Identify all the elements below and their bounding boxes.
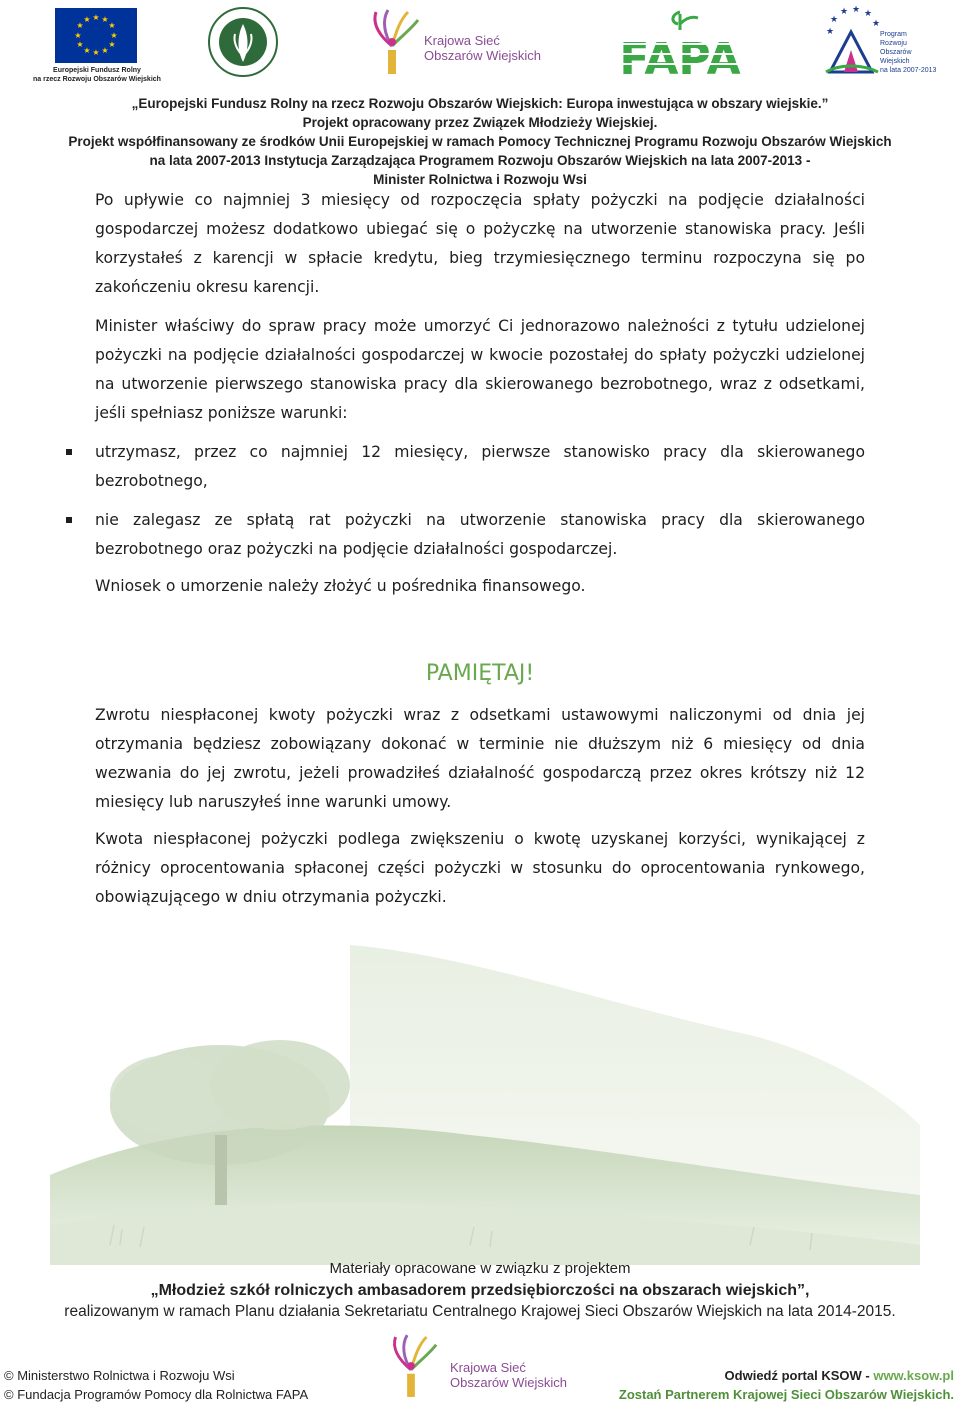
remember-heading: PAMIĘTAJ! bbox=[425, 661, 535, 686]
paragraph-application: Wniosek o umorzenie należy złożyć u pośrednika finansowego. bbox=[95, 577, 586, 595]
paragraph-repayment: Zwrotu niespłaconej kwoty pożyczki wraz z odsetkami ustawowymi naliczonymi od dnia jej otrzymania będziesz zobowiązany dokonać w terminie nie dłuższym niż 6 miesięcy od dnia wezwania do jej zwrotu, jeżeli prowadziłeś działalność gospodarczą przez okres krótszy niż 12 miesięcy lub naruszyłeś inne warunki umowy. bbox=[95, 706, 865, 811]
ksow-url-link[interactable]: www.ksow.pl bbox=[873, 1368, 954, 1383]
list-item-text: nie zalegasz ze spłatą rat pożyczki na utworzenie stanowiska pracy dla skierowanego bezrobotnego oraz pożyczki na podjęcie działalności gospodarczej. bbox=[95, 511, 865, 558]
copyright-ministry: © Ministerstwo Rolnictwa i Rozwoju Wsi bbox=[4, 1368, 235, 1383]
svg-text:★: ★ bbox=[92, 13, 100, 22]
paragraph-interest: Kwota niespłaconej pożyczki podlega zwiększeniu o kwotę uzyskanej korzyści, wynikającej z różnicy oprocentowania spłaconej części pożyczki w stosunku do oprocentowania rynkowego, obowiązującego w dniu otrzymania pożyczki. bbox=[95, 830, 865, 906]
svg-text:★: ★ bbox=[83, 46, 91, 55]
svg-text:★: ★ bbox=[74, 31, 82, 40]
main-content bbox=[95, 186, 865, 912]
prow-caption-line-1: Program bbox=[880, 31, 907, 38]
visit-portal-text: Odwiedź portal KSOW - bbox=[724, 1368, 874, 1383]
svg-text:★: ★ bbox=[83, 15, 91, 24]
svg-text:★: ★ bbox=[76, 40, 84, 49]
prow-logo-caption bbox=[880, 30, 936, 75]
footer-line-1: Materiały opracowane w związku z projektem bbox=[329, 1260, 631, 1277]
ksow-footer-caption bbox=[450, 1360, 567, 1390]
fapa-logo-text: FAPA bbox=[619, 34, 741, 78]
fapa-logo bbox=[612, 8, 748, 78]
svg-text:★: ★ bbox=[101, 46, 109, 55]
eu-logo-caption bbox=[28, 66, 166, 84]
list-item bbox=[95, 506, 865, 564]
svg-text:★: ★ bbox=[851, 6, 861, 15]
svg-text:★: ★ bbox=[110, 31, 118, 40]
svg-text:★: ★ bbox=[871, 19, 880, 29]
prow-caption-line-5: na lata 2007-2013 bbox=[880, 67, 937, 74]
prow-logo bbox=[822, 6, 880, 76]
ministry-seal-logo bbox=[207, 6, 279, 78]
svg-text:★: ★ bbox=[101, 15, 109, 24]
svg-text:★: ★ bbox=[108, 40, 116, 49]
svg-text:★: ★ bbox=[839, 7, 849, 17]
svg-text:★: ★ bbox=[829, 15, 839, 25]
paragraph-loan-workplace: Po upływie co najmniej 3 miesięcy od rozpoczęcia spłaty pożyczki na podjęcie działalności gospodarczej możesz dodatkowo ubiegać się o pożyczkę na utworzenie stanowiska pracy. Jeśli korzystałeś z karencji w spłacie kredytu, bieg trzymiesięcznego terminu rozpoczyna się po zakończeniu okresu karencji. bbox=[95, 191, 865, 296]
list-item-text: utrzymasz, przez co najmniej 12 miesięcy, pierwsze stanowisko pracy dla skierowanego bezrobotnego, bbox=[95, 443, 865, 490]
landscape-illustration bbox=[50, 945, 920, 1265]
svg-text:★: ★ bbox=[76, 21, 84, 30]
logo-strip bbox=[0, 0, 960, 92]
svg-text:★: ★ bbox=[108, 21, 116, 30]
copyright-block bbox=[4, 1366, 308, 1404]
footer-line-3: realizowanym w ramach Planu działania Sekretariatu Centralnego Krajowej Sieci Obszarów Wiejskich na lata 2014-2015. bbox=[64, 1303, 896, 1320]
become-partner-text: Zostań Partnerem Krajowej Sieci Obszarów Wiejskich. bbox=[618, 1387, 954, 1402]
project-header bbox=[0, 94, 960, 189]
bullet-square-icon bbox=[66, 449, 72, 455]
eu-caption-line-2: na rzecz Rozwoju Obszarów Wiejskich bbox=[33, 76, 161, 83]
ksow-caption-line-2: Obszarów Wiejskich bbox=[424, 48, 542, 63]
header-line-1: „Europejski Fundusz Rolny na rzecz Rozwoju Obszarów Wiejskich: Europa inwestująca w obszary wiejskie.” bbox=[131, 96, 829, 111]
paragraph-minister-remission: Minister właściwy do spraw pracy może umorzyć Ci jednorazowo należności z tytułu udzielonej pożyczki na podjęcie działalności gospodarczej w kwocie pozostałej do spłaty pożyczki udzielonej na utworzenie pierwszego stanowiska pracy dla skierowanego bezrobotnego, wraz z odsetkami, jeśli spełniasz poniższe warunki: bbox=[95, 317, 865, 422]
ksow-footer-caption-line-1: Krajowa Sieć bbox=[450, 1360, 526, 1375]
prow-caption-line-4: Wiejskich bbox=[880, 58, 910, 65]
bullet-square-icon bbox=[66, 517, 72, 523]
svg-text:★: ★ bbox=[92, 48, 100, 57]
copyright-fapa: © Fundacja Programów Pomocy dla Rolnictwa FAPA bbox=[4, 1387, 309, 1402]
ksow-logo-caption bbox=[424, 33, 541, 63]
header-line-4: na lata 2007-2013 Instytucja Zarządzająca Programem Rozwoju Obszarów Wiejskich na lata 2007-2013 - bbox=[149, 153, 811, 168]
header-line-2: Projekt opracowany przez Związek Młodzieży Wiejskiej. bbox=[302, 115, 658, 130]
ksow-logo-icon bbox=[362, 6, 422, 78]
ksow-caption-line-1: Krajowa Sieć bbox=[424, 33, 500, 48]
eu-flag-logo bbox=[55, 8, 137, 63]
prow-caption-line-3: Obszarów bbox=[880, 49, 912, 56]
ksow-footer-logo-icon bbox=[382, 1330, 440, 1402]
prow-caption-line-2: Rozwoju bbox=[880, 40, 907, 47]
eu-caption-line-1: Europejski Fundusz Rolny bbox=[53, 67, 141, 74]
footer-project-info bbox=[0, 1258, 960, 1322]
header-line-5: Minister Rolnictwa i Rozwoju Wsi bbox=[373, 172, 587, 187]
footer-line-2: „Młodzież szkół rolniczych ambasadorem przedsiębiorczości na obszarach wiejskich”, bbox=[150, 1282, 810, 1299]
ksow-portal-block bbox=[619, 1366, 954, 1404]
svg-text:★: ★ bbox=[825, 27, 835, 37]
svg-text:★: ★ bbox=[863, 9, 873, 19]
list-item bbox=[95, 438, 865, 496]
visit-portal-line bbox=[619, 1366, 954, 1385]
header-line-3: Projekt współfinansowany ze środków Unii Europejskiej w ramach Pomocy Technicznej Programu Rozwoju Obszarów Wiejskich bbox=[68, 134, 892, 149]
ksow-footer-caption-line-2: Obszarów Wiejskich bbox=[450, 1375, 568, 1390]
